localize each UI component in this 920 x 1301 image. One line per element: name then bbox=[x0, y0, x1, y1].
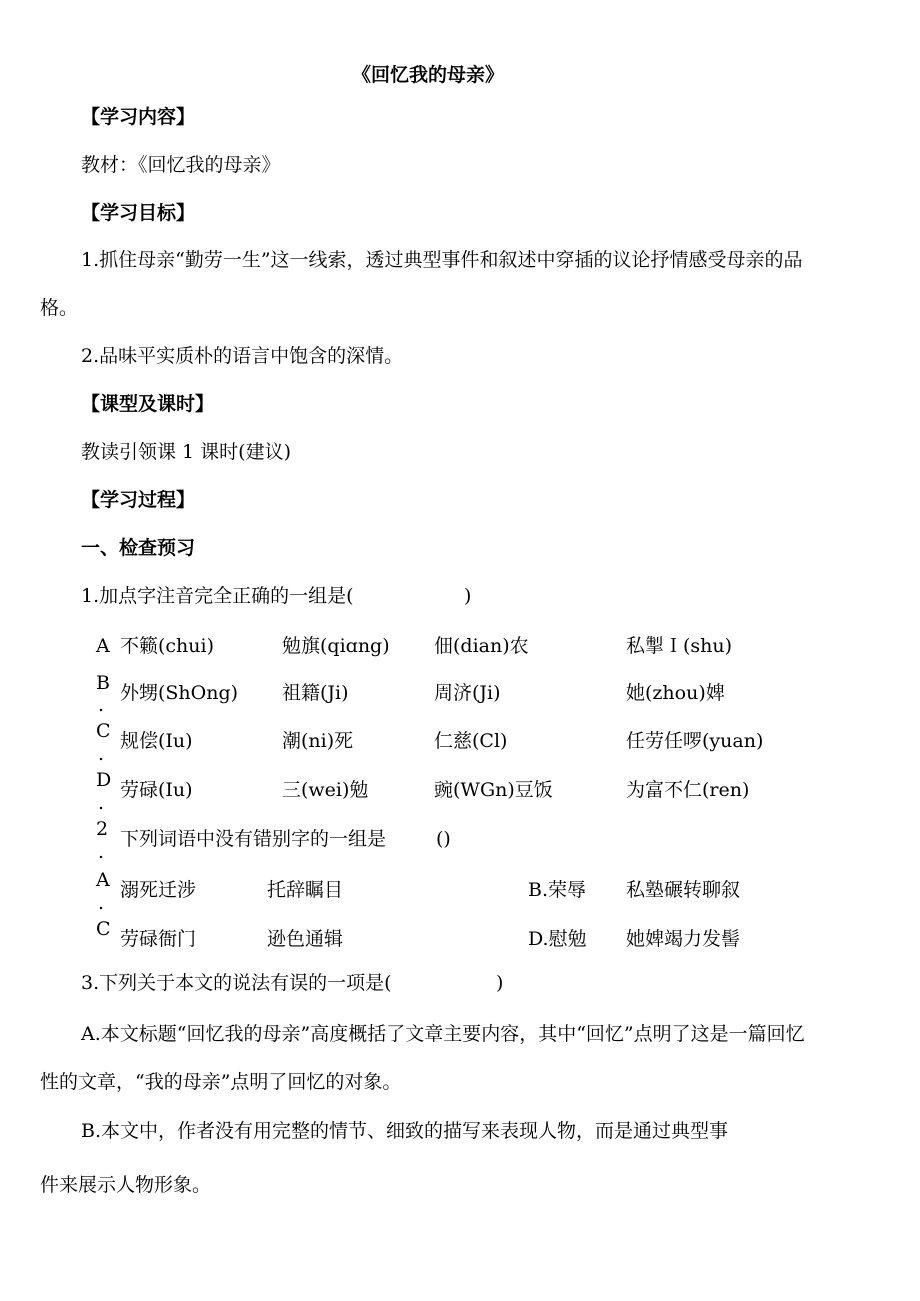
part-1-heading: 一、检查预习 bbox=[81, 537, 196, 559]
q1-option-label: C bbox=[96, 720, 111, 742]
question-3-stem: 3.下列关于本文的说法有误的一项是( bbox=[81, 972, 392, 994]
q2-option-label: A bbox=[96, 869, 110, 891]
document-title: 《回忆我的母亲》 bbox=[352, 64, 505, 86]
q1-option-item: 佃(dian)农 bbox=[434, 635, 529, 657]
q2-option-d-label: D.慰勉 bbox=[528, 928, 587, 950]
q1-option-item: 潮(ni)死 bbox=[282, 730, 354, 752]
q2-option-c-word: 逊色通辑 bbox=[267, 928, 344, 950]
material-line: 教材：《回忆我的母亲》 bbox=[81, 154, 281, 176]
goal-1-line-2: 格。 bbox=[40, 297, 79, 319]
q2-option-label: C bbox=[96, 918, 111, 940]
margin-number: 2 bbox=[96, 818, 109, 840]
section-heading-process: 【学习过程】 bbox=[81, 489, 196, 511]
margin-dot: . bbox=[98, 792, 105, 814]
question-2-stem: 下列词语中没有错别字的一组是 bbox=[120, 828, 387, 850]
margin-dot: . bbox=[98, 892, 105, 914]
q2-option-a-word: 溺死迁涉 bbox=[120, 879, 197, 901]
question-2-paren: () bbox=[436, 828, 451, 850]
q1-option-item: 外甥(ShOng) bbox=[120, 682, 239, 704]
q1-option-item: 私掣Ｉ(shu) bbox=[626, 635, 733, 657]
q2-option-c-word: 劳碌衙门 bbox=[120, 928, 197, 950]
question-3-close-paren: ) bbox=[496, 972, 504, 994]
q1-option-item: 她(zhou)婢 bbox=[626, 682, 725, 704]
q1-option-item: 规偿(Iu) bbox=[120, 730, 193, 752]
q1-option-item: 豌(WGn)豆饭 bbox=[434, 779, 553, 801]
q2-option-d-words: 她婢竭力发髻 bbox=[626, 928, 741, 950]
q1-option-item: 仁慈(Cl) bbox=[434, 730, 508, 752]
section-heading-goals: 【学习目标】 bbox=[81, 202, 196, 224]
margin-dot: . bbox=[98, 743, 105, 765]
question-1-stem: 1.加点字注音完全正确的一组是( bbox=[81, 585, 354, 607]
q1-option-item: 任劳任啰(yuan) bbox=[626, 730, 764, 752]
q1-option-item: 三(wei)勉 bbox=[282, 779, 369, 801]
margin-dot: . bbox=[98, 694, 105, 716]
q1-option-item: 不籁(chui) bbox=[120, 635, 215, 657]
q1-option-item: 为富不仁(ren) bbox=[626, 779, 750, 801]
q1-option-item: 劳碌(Iu) bbox=[120, 779, 193, 801]
q2-option-a-word: 托辞瞩目 bbox=[267, 879, 344, 901]
q3-option-b-line-1: B.本文中，作者没有用完整的情节、细致的描写来表现人物，而是通过典型事 bbox=[81, 1120, 729, 1142]
q3-option-b-line-2: 件来展示人物形象。 bbox=[40, 1174, 212, 1196]
q1-option-item: 勉旗(qiɑng) bbox=[282, 635, 390, 657]
q3-option-a-line-2: 性的文章，“我的母亲”点明了回忆的对象。 bbox=[40, 1071, 402, 1093]
q3-option-a-line-1: A.本文标题“回忆我的母亲”高度概括了文章主要内容，其中“回忆”点明了这是一篇回忆 bbox=[81, 1023, 805, 1045]
q2-option-b-label: B.荣辱 bbox=[528, 879, 587, 901]
section-heading-content: 【学习内容】 bbox=[81, 106, 196, 128]
goal-1-line-1: 1.抓住母亲“勤劳一生”这一线索，透过典型事件和叙述中穿插的议论抒情感受母亲的品 bbox=[81, 249, 803, 271]
q2-option-b-words: 私塾碾转聊叙 bbox=[626, 879, 741, 901]
q1-option-item: 祖籍(Ji) bbox=[282, 682, 349, 704]
section-heading-type: 【课型及课时】 bbox=[81, 393, 215, 415]
goal-2: 2.品味平实质朴的语言中饱含的深情。 bbox=[81, 345, 404, 367]
margin-dot: . bbox=[98, 841, 105, 863]
q1-option-item: 周济(Ji) bbox=[434, 682, 501, 704]
q1-option-label: B bbox=[96, 672, 110, 694]
q1-option-label: A bbox=[96, 635, 110, 657]
type-text: 教读引领课 1 课时(建议) bbox=[81, 441, 291, 463]
q1-option-label: D bbox=[96, 769, 112, 791]
question-1-close-paren: ) bbox=[464, 585, 472, 607]
